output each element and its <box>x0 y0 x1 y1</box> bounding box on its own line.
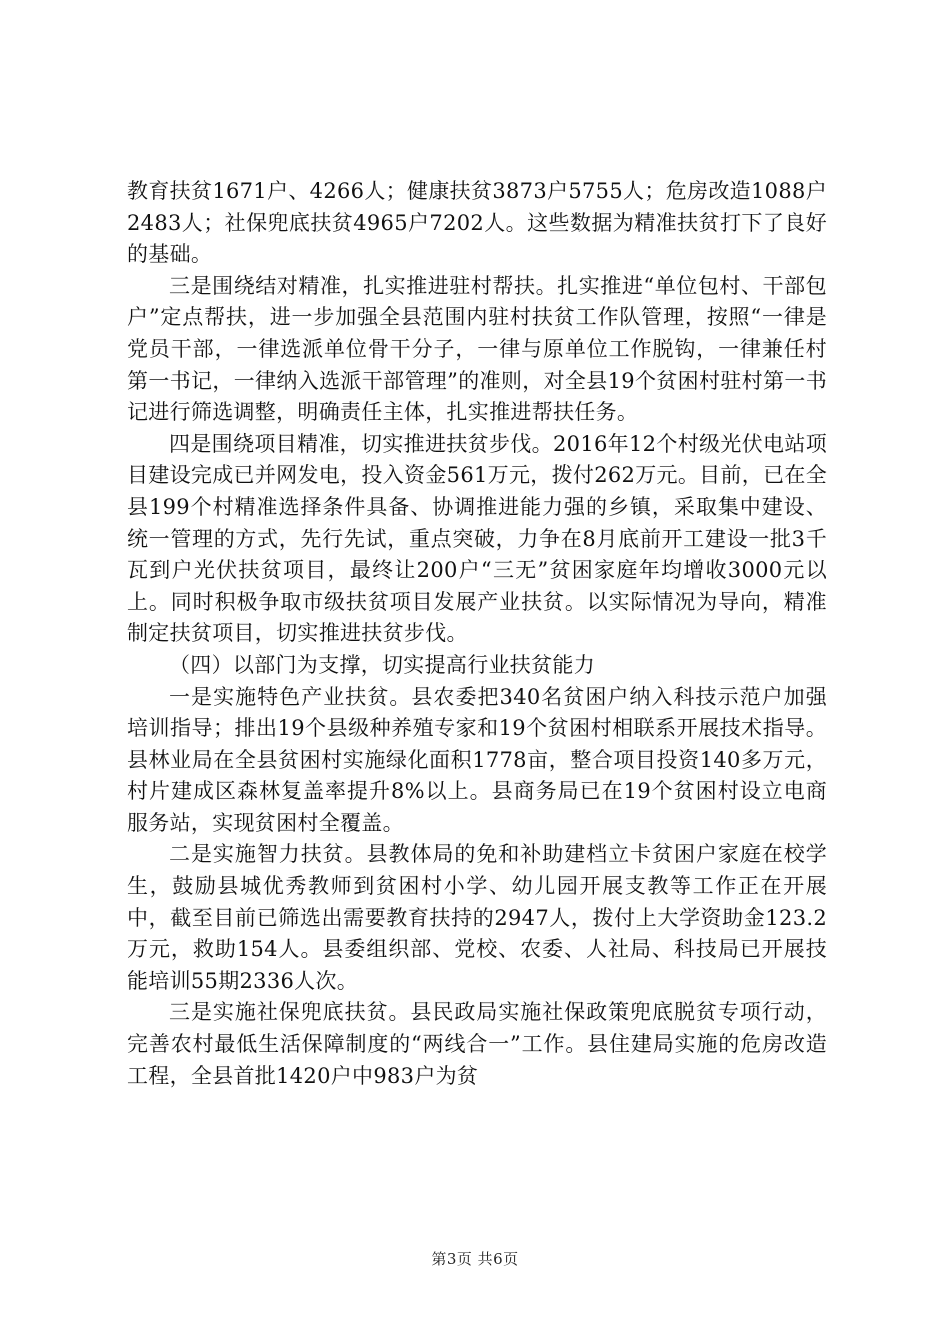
section-heading: （四）以部门为支撑，切实提高行业扶贫能力 <box>169 652 595 677</box>
page-footer: 第3页 共6页 <box>431 1250 519 1268</box>
document-body <box>127 176 827 1092</box>
paragraph-education-poverty: 二是实施智力扶贫。县教体局的免和补助建档立卡贫困户家庭在校学生，鼓励县城优秀教师到贫困村小学、幼儿园开展支教等工作正在开展中，截至目前已筛选出需要教育扶持的2947人，拨付上大学资助金123.2万元，救助154人。县委组织部、党校、农委、人社局、科技局已开展技能培训55期2336人次。 <box>127 842 827 993</box>
paragraph-social-security: 三是实施社保兜底扶贫。县民政局实施社保政策兜底脱贫专项行动，完善农村最低生活保障制度的“两线合一”工作。县住建局实施的危房改造工程，全县首批1420户中983户为贫 <box>127 1000 827 1088</box>
paragraph-continuation: 教育扶贫1671户、4266人；健康扶贫3873户5755人；危房改造1088户2483人；社保兜底扶贫4965户7202人。这些数据为精准扶贫打下了良好的基础。 <box>127 179 827 267</box>
paragraph-point-three: 三是围绕结对精准，扎实推进驻村帮扶。扎实推进“单位包村、干部包户”定点帮扶，进一步加强全县范围内驻村扶贫工作队管理，按照“一律是党员干部，一律选派单位骨干分子，一律与原单位工作脱钩，一律兼任村第一书记，一律纳入选派干部管理”的准则，对全县19个贫困村驻村第一书记进行筛选调整，明确责任主体，扎实推进帮扶任务。 <box>127 273 827 425</box>
paragraph-industry-poverty: 一是实施特色产业扶贫。县农委把340名贫困户纳入科技示范户加强培训指导；排出19个县级种养殖专家和19个贫困村相联系开展技术指导。县林业局在全县贫困村实施绿化面积1778亩，整合项目投资140多万元，村片建成区森林复盖率提升8%以上。县商务局已在19个贫困村设立电商服务站，实现贫困村全覆盖。 <box>127 684 827 835</box>
paragraph-point-four: 四是围绕项目精准，切实推进扶贫步伐。2016年12个村级光伏电站项目建设完成已并网发电，投入资金561万元，拨付262万元。目前，已在全县199个村精准选择条件具备、协调推进能力强的乡镇，采取集中建设、统一管理的方式，先行先试，重点突破，力争在8月底前开工建设一批3千瓦到户光伏扶贫项目，最终让200户“三无”贫困家庭年均增收3000元以上。同时积极争取市级扶贫项目发展产业扶贫。以实际情况为导向，精准制定扶贫项目，切实推进扶贫步伐。 <box>127 431 827 646</box>
